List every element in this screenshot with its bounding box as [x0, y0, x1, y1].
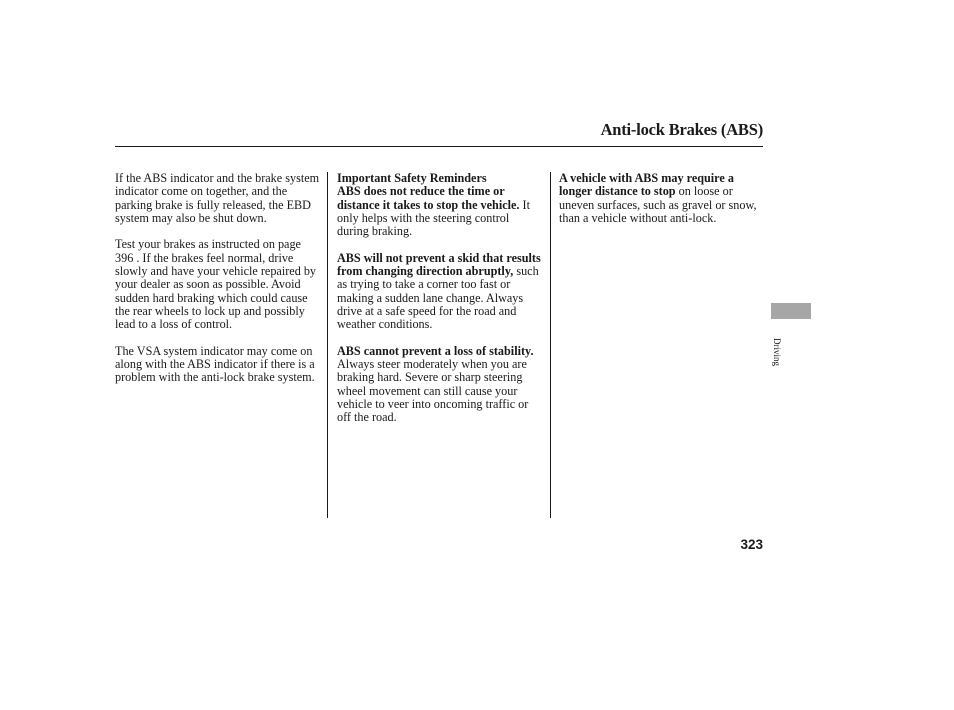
reminder-stopping-distance-bold: ABS does not reduce the time or distance it takes to stop the vehicle.: [337, 184, 520, 212]
loose-surface-text: on loose or uneven surfaces, such as gravel or snow, than a vehicle without anti-lock.: [559, 184, 757, 225]
paragraph-ebd-shutdown: If the ABS indicator and the brake system indicator come on together, and the parking brake is fully released, the EBD system may also be shut down.: [115, 171, 320, 225]
column-right: [559, 172, 761, 238]
column-left: [115, 172, 320, 398]
safety-reminders-heading: Important Safety Reminders: [337, 171, 487, 185]
page-number: 323: [740, 537, 763, 552]
loose-surface-block: [559, 172, 761, 225]
loose-surface-bold: A vehicle with ABS may require a longer distance to stop: [559, 171, 734, 199]
reminder-skid-text: such as trying to take a corner too fast or making a sudden lane change. Always drive at a safe speed for the road and weather conditions.: [337, 264, 539, 332]
reminder-skid-bold: ABS will not prevent a skid that results from changing direction abruptly,: [337, 250, 541, 279]
safety-reminders-block: [337, 172, 542, 238]
page-title: Anti-lock Brakes (ABS): [600, 120, 763, 139]
reminder-stability-block: [337, 345, 542, 425]
reminder-stopping-distance-text: It only helps with the steering control during braking.: [337, 197, 530, 239]
title-rule: [115, 146, 763, 147]
column-divider: [327, 172, 328, 518]
section-tab: [771, 303, 811, 319]
column-divider: [550, 172, 551, 518]
paragraph-test-brakes: Test your brakes as instructed on page 396 . If the brakes feel normal, drive slowly and have your vehicle repaired by your dealer as soon as possible. Avoid sudden hard braking which could cause the rear wheels to lock up and possibly lead to a loss of control.: [115, 237, 317, 332]
section-label: Driving: [772, 338, 782, 366]
reminder-stability-text: Always steer moderately when you are braking hard. Severe or sharp steering wheel movement can still cause your vehicle to veer into oncoming traffic or off the road.: [337, 357, 529, 425]
reminder-stability-bold: ABS cannot prevent a loss of stability.: [337, 343, 534, 358]
paragraph-vsa-indicator: The VSA system indicator may come on along with the ABS indicator if there is a problem with the anti-lock brake system.: [115, 343, 315, 385]
column-middle: [337, 172, 542, 438]
reminder-skid-block: [337, 252, 542, 332]
